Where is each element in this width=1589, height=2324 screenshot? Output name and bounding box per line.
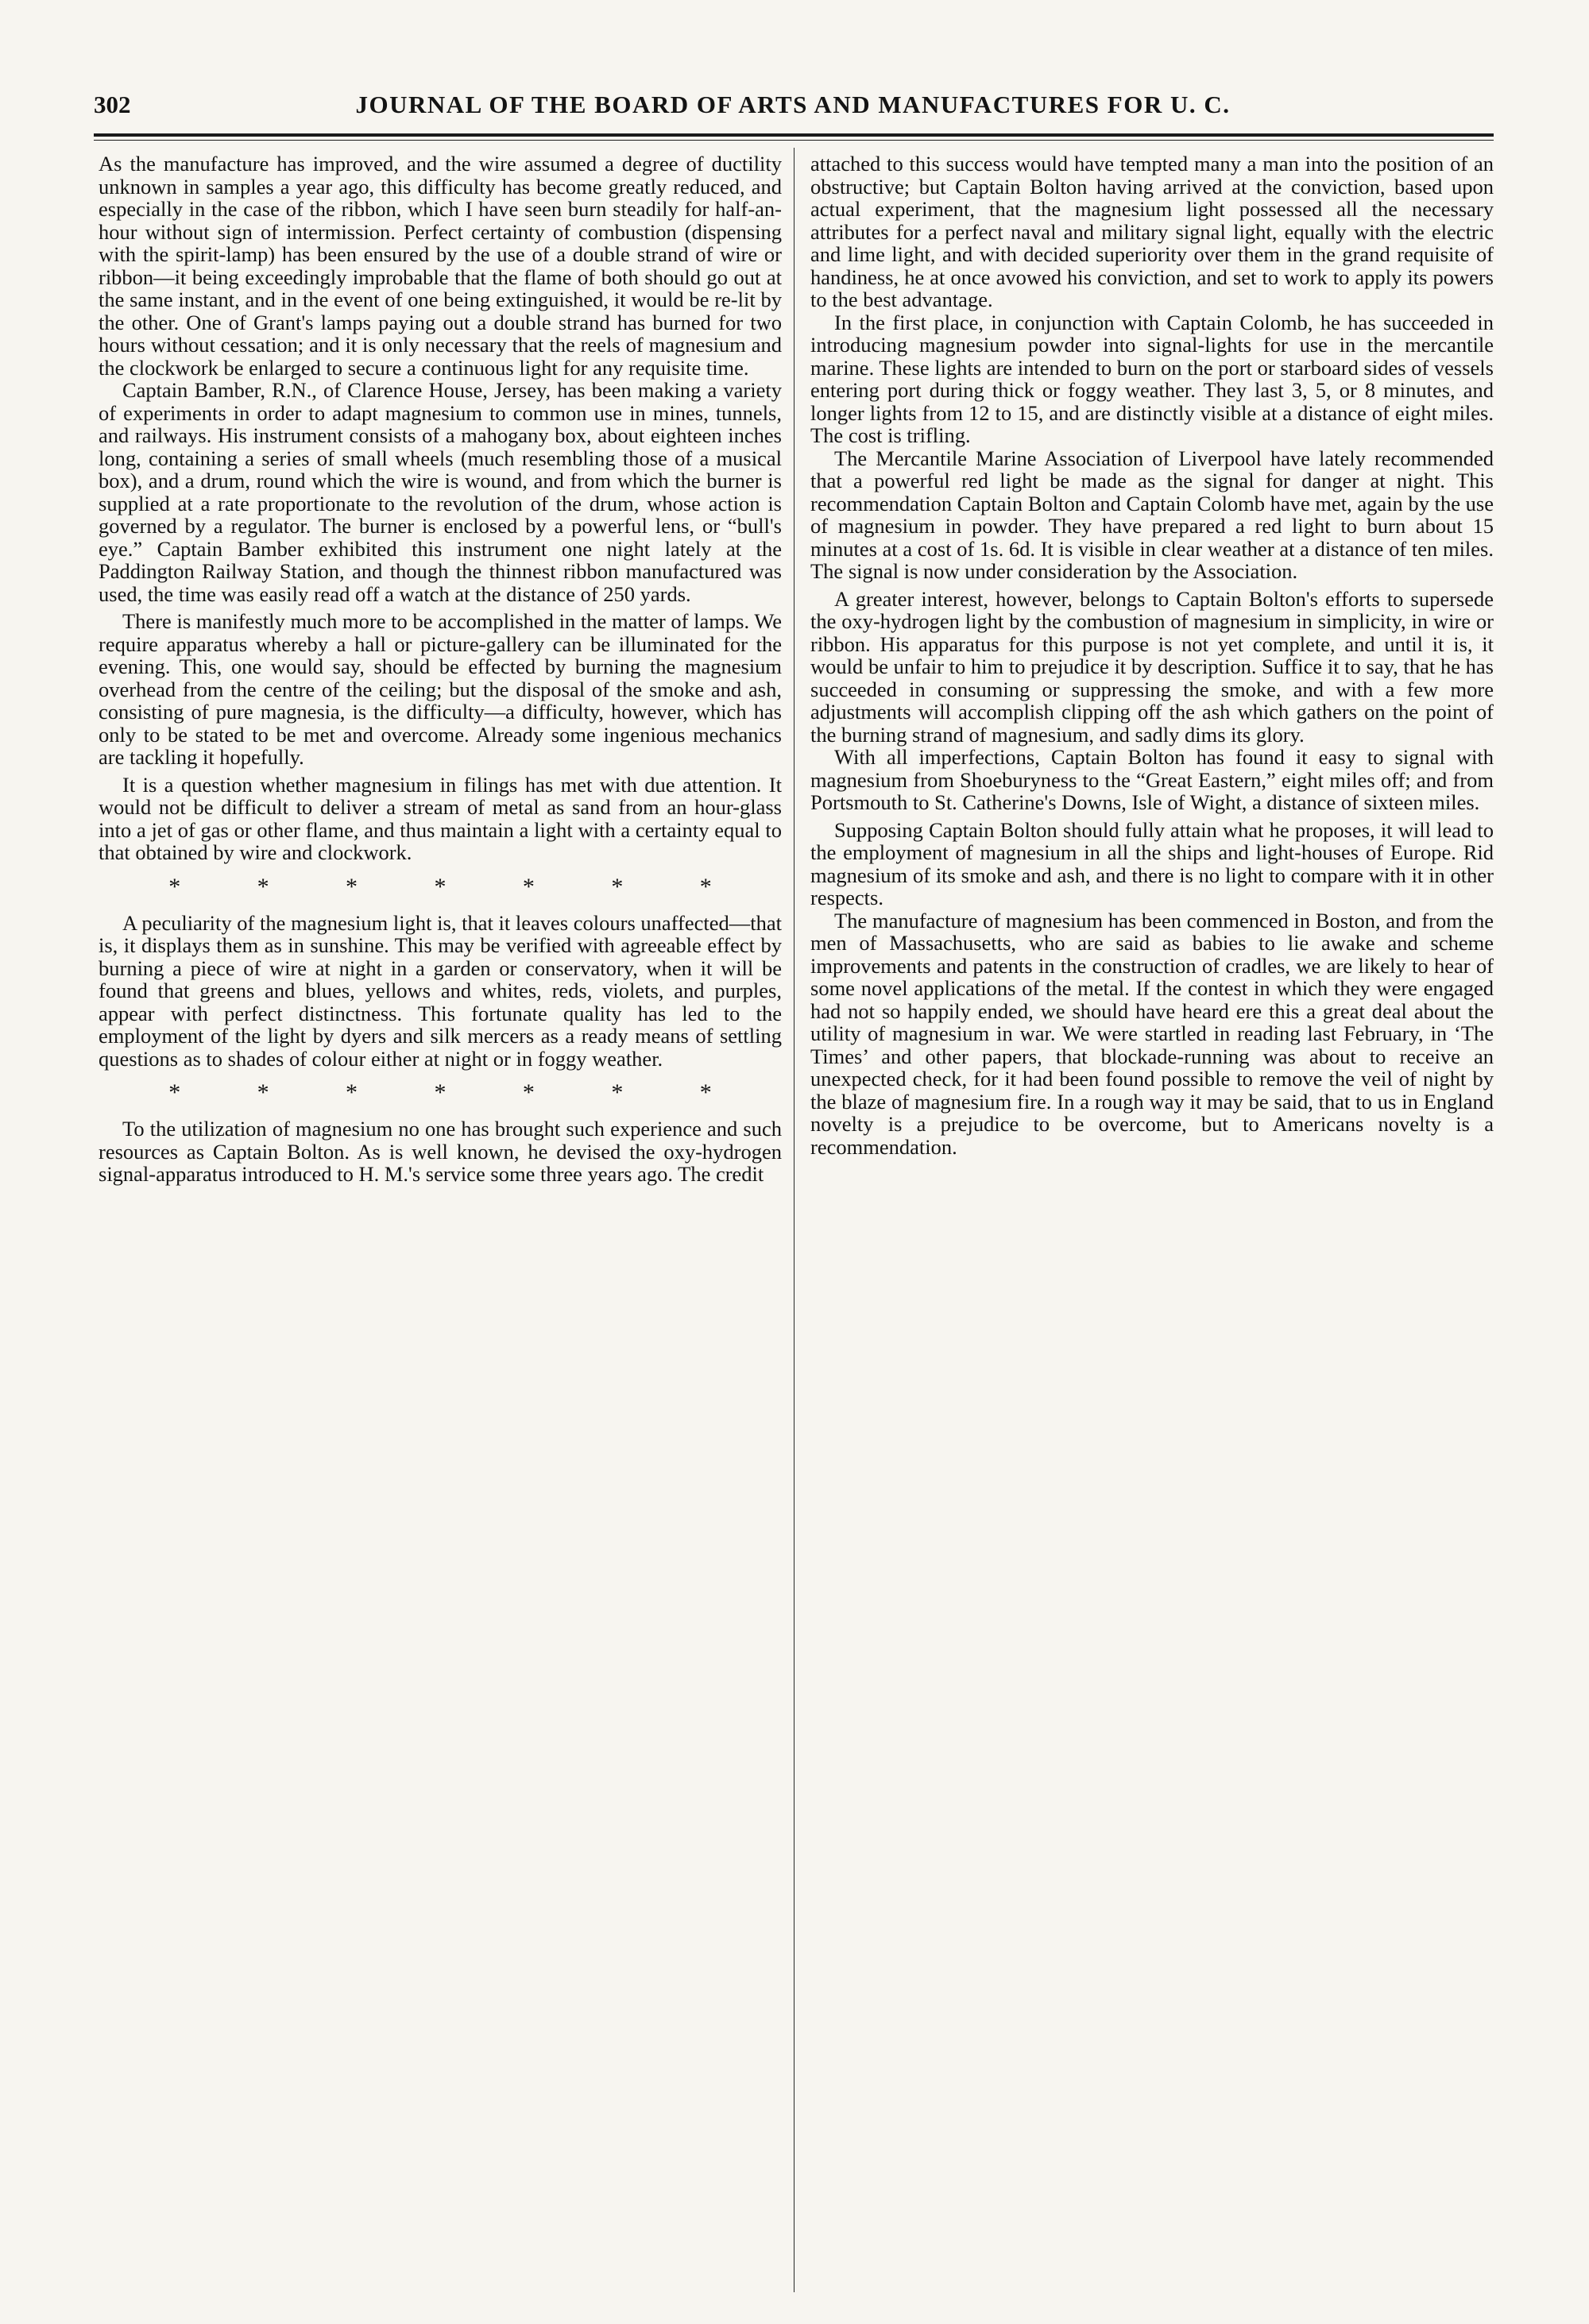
separator-star: * <box>257 873 269 900</box>
separator-star: * <box>434 873 447 900</box>
separator-star: * <box>699 1079 712 1106</box>
page-number: 302 <box>94 91 131 118</box>
separator-star: * <box>611 1079 624 1106</box>
separator-star: * <box>434 1079 447 1106</box>
header-rule-thin <box>94 140 1494 141</box>
separator-star: * <box>168 873 181 900</box>
separator-star: * <box>346 1079 358 1106</box>
paragraph-captain-bamber: Captain Bamber, R.N., of Clarence House, Jersey, has been making a variety of experiments in order to adapt magnesium to common use in mines, tunnels, and railways. His instrument consists of a mahogany box, about eighteen inches long, containing a series of small wheels (much resembling those of a musical box), and a drum, round which the wire is wound, and from which the burner is supplied at a rate proportionate to the revolution of the drum, whose action is governed by a regulator. The burner is enclosed by a powerful lens, or “bull's eye.” Captain Bamber exhibited this instrument one night lately at the Paddington Railway Station, and though the thinnest ribbon manufactured was used, the time was easily read off a watch at the distance of 250 yards. <box>99 378 782 606</box>
left-column <box>99 152 782 1186</box>
paragraph-boston: The manufacture of magnesium has been commenced in Boston, and from the men of Massachusetts, who are said as babies to lie awake and scheme improvements and patents in the construction of cradles, we are likely to hear of some novel applications of the metal. If the contest in which they were engaged had not so happily ended, we should have heard ere this a great deal about the utility of magnesium in war. We were startled in reading last February, in ‘The Times’ and other papers, that blockade-running was about to receive an unexpected check, for it had been found possible to remove the veil of night by the blaze of magnesium fire. In a rough way it may be said, that to us in England novelty is a prejudice to be overcome, but to Americans novelty is a recommendation. <box>810 908 1494 1159</box>
paragraph-signalling-distance: With all imperfections, Captain Bolton has found it easy to signal with magnesium from Shoeburyness to the “Great Eastern,” eight miles off; and from Portsmouth to St. Catherine's Downs, Isle of Wight, a distance of sixteen miles. <box>810 745 1494 814</box>
separator-star: * <box>522 1079 535 1106</box>
separator-star: * <box>257 1079 269 1106</box>
paragraph-colours: A peculiarity of the magnesium light is, that it leaves colours unaffected—that is, it displays them as in sunshine. This may be verified with agreeable effect by burning a piece of wire at night in a garden or conservatory, when it will be found that greens and blues, yellows and whites, reds, violets, and purples, appear with perfect distinctness. This fortunate quality has led to the employment of the light by dyers and silk mercers as a ready means of settling questions as to shades of colour either at night or in foggy weather. <box>99 910 782 1071</box>
paragraph-signal-lights: In the first place, in conjunction with Captain Colomb, he has succeeded in introducing magnesium powder into signal-lights for use in the mercantile marine. These lights are intended to burn on the port or starboard sides of vessels entering port during thick or foggy weather. They last 3, 5, or 8 minutes, and longer lights from 12 to 15, and are distinctly visible at a distance of eight miles. The cost is trifling. <box>810 310 1494 447</box>
paragraph-lighthouses: Supposing Captain Bolton should fully attain what he proposes, it will lead to the employment of magnesium in all the ships and light-houses of Europe. Rid magnesium of its smoke and ash, and there is no light to compare with it in other respects. <box>810 817 1494 909</box>
header-rule-thick <box>94 133 1494 137</box>
separator-star: * <box>699 873 712 900</box>
paragraph-oxy-hydrogen: A greater interest, however, belongs to Captain Bolton's efforts to supersede the oxy-hydrogen light by the combustion of magnesium in simplicity, in wire or ribbon. His apparatus for this purpose is not yet complete, and until it is, it would be unfair to him to prejudice it by description. Suffice it to say, that he has succeeded in consuming or suppressing the smoke, and with a few more adjustments will accomplish clipping off the ash which gathers on the point of the burning strand of magnesium, and sadly dims its glory. <box>810 586 1494 747</box>
paragraph-captain-bolton: To the utilization of magnesium no one has brought such experience and such resources as Captain Bolton. As is well known, he devised the oxy-hydrogen signal-apparatus introduced to H. M.'s service some three years ago. The credit <box>99 1117 782 1186</box>
right-column <box>810 152 1494 1158</box>
section-separator <box>99 875 782 899</box>
paragraph-filings: It is a question whether magnesium in filings has met with due attention. It would not be difficult to deliver a stream of metal as sand from an hour-glass into a jet of gas or other flame, and thus maintain a light with a certainty equal to that obtained by wire and clockwork. <box>99 772 782 864</box>
separator-star: * <box>611 873 624 900</box>
paragraph-wire-ductility: As the manufacture has improved, and the wire assumed a degree of ductility unknown in samples a year ago, this difficulty has become greatly reduced, and especially in the case of the ribbon, which I have seen burn steadily for half-an-hour without sign of intermission. Perfect certainty of combustion (dispensing with the spirit-lamp) has been ensured by the use of a double strand of wire or ribbon—it being exceedingly improbable that the flame of both should go out at the same instant, and in the event of one being extinguished, it would be re-lit by the other. One of Grant's lamps paying out a double strand has burned for two hours without cessation; and it is only necessary that the reels of magnesium and the clockwork be enlarged to secure a continuous light for any requisite time. <box>99 152 782 380</box>
paragraph-lamps: There is manifestly much more to be accomplished in the matter of lamps. We require apparatus whereby a hall or picture-gallery can be illuminated for the evening. This, one would say, should be effected by burning the magnesium overhead from the centre of the ceiling; but the disposal of the smoke and ash, consisting of pure magnesia, is the difficulty—a difficulty, however, which has only to be stated to be met and overcome. Already some ingenious mechanics are tackling it hopefully. <box>99 609 782 769</box>
separator-star: * <box>522 873 535 900</box>
paragraph-red-light: The Mercantile Marine Association of Liverpool have lately recommended that a powerful red light be made as the signal for danger at night. This recommendation Captain Bolton and Captain Colomb have met, again by the use of magnesium in powder. They have prepared a red light to burn about 15 minutes at a cost of 1s. 6d. It is visible in clear weather at a distance of ten miles. The signal is now under consideration by the Association. <box>810 446 1494 583</box>
section-separator <box>99 1081 782 1105</box>
separator-star: * <box>346 873 358 900</box>
running-head: JOURNAL OF THE BOARD OF ARTS AND MANUFACTURES FOR U. C. <box>355 91 1231 118</box>
page-header <box>94 81 1492 129</box>
paragraph-credit-continued: attached to this success would have tempted many a man into the position of an obstructive; but Captain Bolton having arrived at the conviction, based upon actual experiment, that the magnesium light possessed all the necessary attributes for a perfect naval and military signal light, equally with the electric and lime light, and with decided superiority over them in the grand requisite of handiness, he at once avowed his conviction, and set to work to apply its powers to the best advantage. <box>810 152 1494 311</box>
separator-star: * <box>168 1079 181 1106</box>
